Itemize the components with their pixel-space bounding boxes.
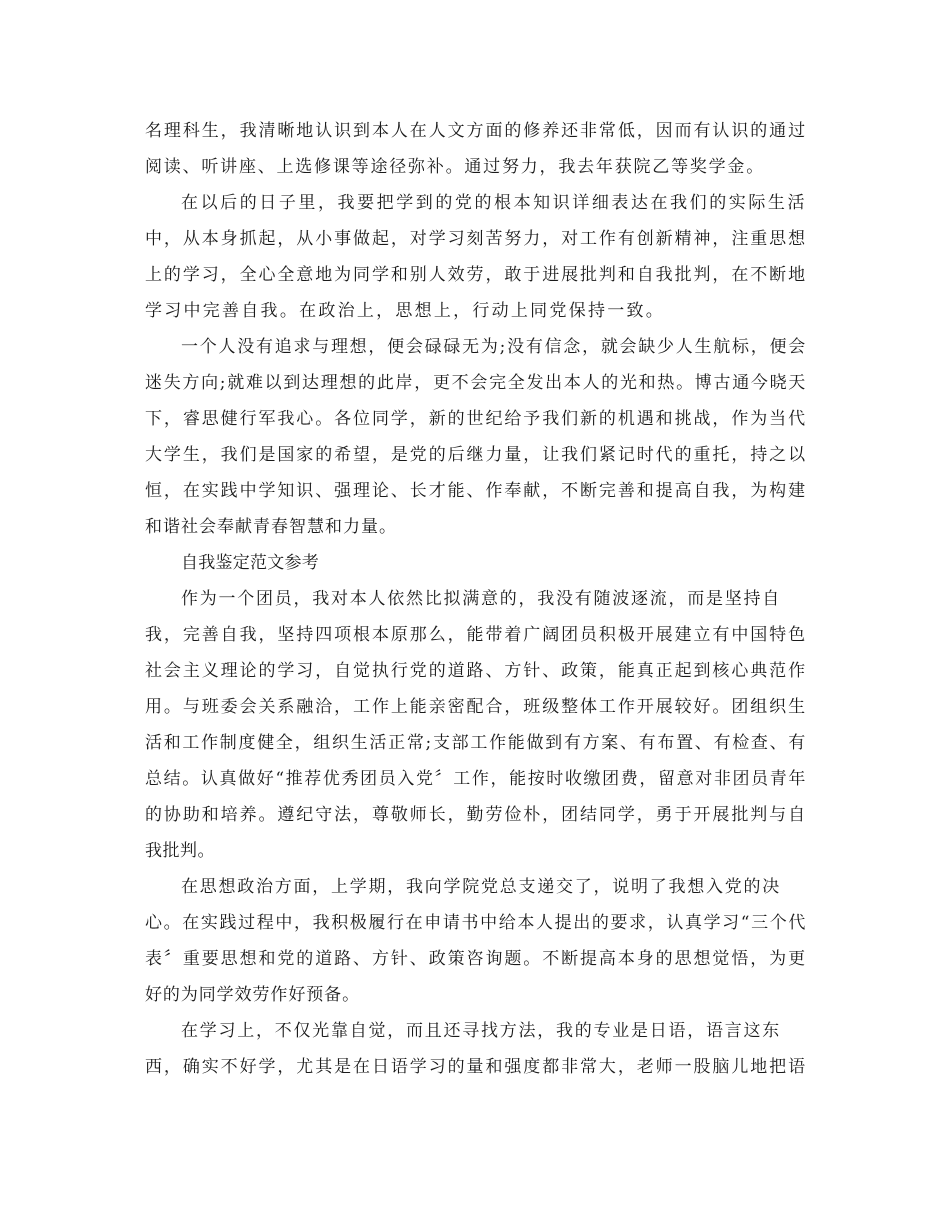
text-line: 学习中完善自我。在政治上，思想上，行动上同党保持一致。 bbox=[145, 301, 665, 321]
paragraph-first-line: 作为一个团员，我对本人依然比拟满意的，我没有随波逐流，而是坚持自 bbox=[181, 589, 781, 609]
text-line: 我，完善自我，坚持四项根本原那么，能带着广阔团员积极开展建立有中国特色 bbox=[145, 625, 807, 645]
section-heading: 自我鉴定范文参考 bbox=[181, 553, 319, 573]
text-line: 活和工作制度健全，组织生活正常;支部工作能做到有方案、有布置、有检查、有 bbox=[145, 733, 807, 753]
text-line: 用。与班委会关系融洽，工作上能亲密配合，班级整体工作开展较好。团组织生 bbox=[145, 697, 807, 717]
paragraph-first-line: 一个人没有追求与理想，便会碌碌无为;没有信念，就会缺少人生航标，便会 bbox=[181, 337, 807, 357]
text-line: 表〞重要思想和党的道路、方针、政策咨询题。不断提高本身的思想觉悟，为更 bbox=[145, 949, 807, 969]
text-line: 名理科生，我清晰地认识到本人在人文方面的修养还非常低，因而有认识的通过 bbox=[145, 121, 807, 141]
text-line: 大学生，我们是国家的希望，是党的后继力量，让我们紧记时代的重托，持之以 bbox=[145, 445, 807, 465]
text-line: 西，确实不好学，尤其是在日语学习的量和强度都非常大，老师一股脑儿地把语 bbox=[145, 1057, 807, 1077]
text-line: 好的为同学效劳作好预备。 bbox=[145, 985, 361, 1005]
paragraph-first-line: 在思想政治方面，上学期，我向学院党总支递交了，说明了我想入党的决 bbox=[181, 877, 781, 897]
text-line: 恒，在实践中学知识、强理论、长才能、作奉献，不断完善和提高自我，为构建 bbox=[145, 481, 807, 501]
text-line: 和谐社会奉献青春智慧和力量。 bbox=[145, 517, 397, 537]
text-line: 心。在实践过程中，我积极履行在申请书中给本人提出的要求，认真学习“三个代 bbox=[145, 913, 807, 933]
text-line: 上的学习，全心全意地为同学和别人效劳，敢于进展批判和自我批判，在不断地 bbox=[145, 265, 807, 285]
text-line: 下，睿思健行军我心。各位同学，新的世纪给予我们新的机遇和挑战，作为当代 bbox=[145, 409, 807, 429]
paragraph-first-line: 在学习上，不仅光靠自觉，而且还寻找方法，我的专业是日语，语言这东 bbox=[181, 1021, 781, 1041]
text-line: 阅读、听讲座、上选修课等途径弥补。通过努力，我去年获院乙等奖学金。 bbox=[145, 157, 766, 177]
text-line: 我批判。 bbox=[145, 841, 215, 861]
paragraph-first-line: 在以后的日子里，我要把学到的党的根本知识详细表达在我们的实际生活 bbox=[181, 193, 808, 213]
text-line: 迷失方向;就难以到达理想的此岸，更不会完全发出本人的光和热。博古通今晓天 bbox=[145, 373, 807, 393]
text-line: 中，从本身抓起，从小事做起，对学习刻苦努力，对工作有创新精神，注重思想 bbox=[145, 229, 807, 249]
text-line: 社会主义理论的学习，自觉执行党的道路、方针、政策，能真正起到核心典范作 bbox=[145, 661, 807, 681]
text-line: 总结。认真做好“推荐优秀团员入党〞工作，能按时收缴团费，留意对非团员青年 bbox=[145, 769, 807, 789]
text-line: 的协助和培养。遵纪守法，尊敬师长，勤劳俭朴，团结同学，勇于开展批判与自 bbox=[145, 805, 807, 825]
